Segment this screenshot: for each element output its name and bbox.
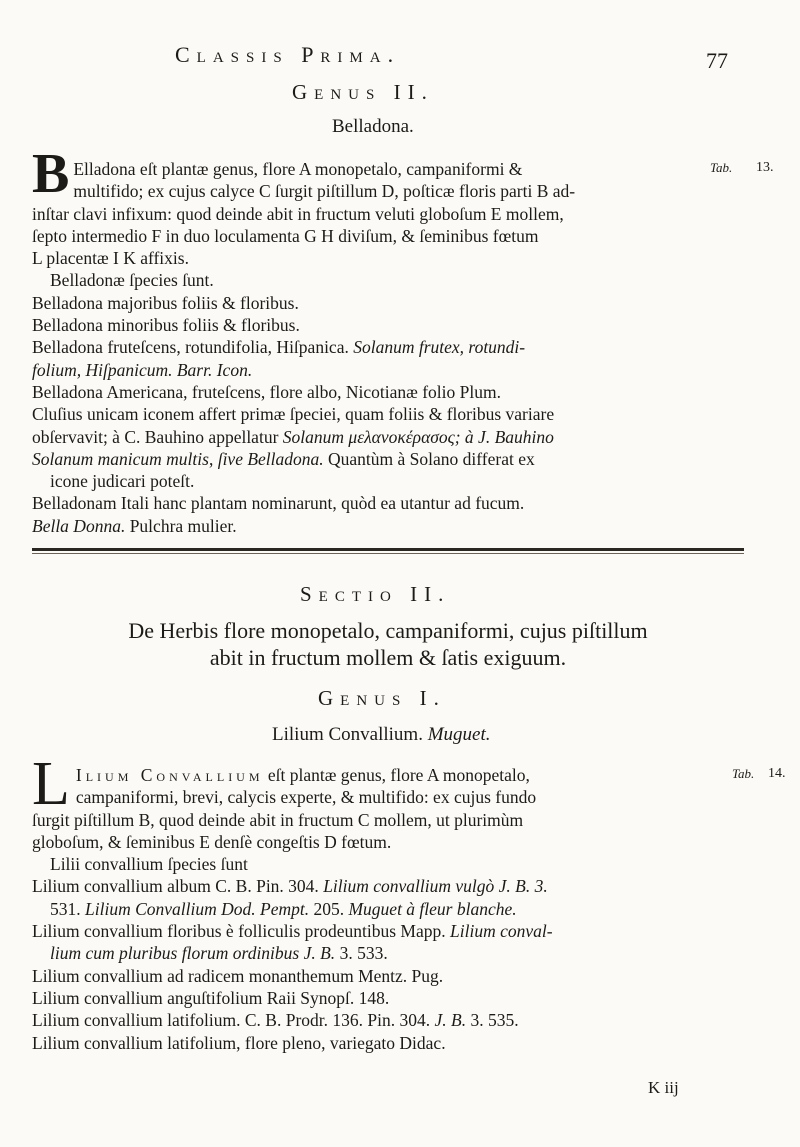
commentary-line: icone judicari poteſt. (50, 471, 195, 492)
margin-tab-label: Tab. (710, 160, 733, 175)
genus2-description (32, 143, 742, 537)
running-head: Classis Prima. (175, 42, 401, 67)
species-entry: Lilium convallium album C. B. Pin. 304. Lilium convallium vulgò J. B. 3. (32, 876, 548, 897)
text-line: ſurgit piſtillum B, quod deinde abit in fructum C mollem, ut plurimùm (32, 809, 524, 830)
text-line: campaniformi, brevi, calycis experte, & multifido: ex cujus fundo (75, 787, 537, 808)
species-entry: Belladona Americana, fruteſcens, flore albo, Nicotianæ folio Plum. (32, 381, 501, 402)
species-entry: Lilium convallium floribus è folliculis prodeuntibus Mapp. Lilium conval- (32, 921, 553, 942)
genus2-name: Belladona. (332, 116, 414, 137)
page-number: 77 (706, 48, 728, 73)
genus1-description (32, 750, 732, 1054)
text-line: multifido; ex cujus calyce C ſurgit piſtillum D, poſticæ floris parti B ad- (73, 181, 576, 202)
margin-tab-label: Tab. (732, 766, 755, 781)
section-heading: Sectio II. (300, 582, 451, 606)
species-entry: Belladona fruteſcens, rotundifolia, Hiſpanica. Solanum frutex, rotundi- (32, 337, 526, 358)
species-entry-cont: lium cum pluribus florum ordinibus J. B. 3. 533. (50, 943, 388, 964)
text-line: ſepto intermedio F in duo loculamenta G H diviſum, & ſeminibus fœtum (32, 225, 539, 246)
section-title-line2: abit in fructum mollem & ſatis exiguum. (209, 645, 567, 670)
genus1-heading: Genus I. (318, 686, 446, 710)
species-intro: Lilii convallium ſpecies ſunt (50, 854, 248, 875)
species-entry: Lilium convallium anguſtifolium Raii Synopſ. 148. (32, 987, 390, 1008)
text-line: L placentæ I K affixis. (32, 248, 189, 269)
commentary-line: Cluſius unicam iconem affert primæ ſpeciei, quam foliis & floribus variare (32, 404, 555, 425)
genus2-heading: Genus II. (292, 80, 434, 104)
signature-mark: K iij (648, 1078, 679, 1097)
section-title-line1: De Herbis flore monopetalo, campaniformi, cujus piſtillum (128, 618, 648, 643)
species-entry: Belladona majoribus foliis & floribus. (32, 292, 299, 313)
species-entry: Lilium convallium latifolium, flore pleno, variegato Didac. (32, 1032, 446, 1053)
genus1-name: Lilium Convallium. Muguet. (272, 724, 491, 745)
species-intro: Belladonæ ſpecies ſunt. (50, 270, 214, 291)
margin-tab-number: 14. (768, 766, 786, 781)
section-divider-thin (32, 553, 744, 554)
species-entry-cont: folium, Hiſpanicum. Barr. Icon. (32, 359, 253, 380)
section-divider (32, 548, 744, 551)
commentary-line: obſervavit; à C. Bauhino appellatur Solanum μελανοκέρασος; à J. Bauhino (32, 426, 554, 447)
text-line: Elladona eſt plantæ genus, flore A monopetalo, campaniformi & (73, 159, 523, 179)
drop-cap: L (32, 750, 70, 818)
commentary-line: Bella Donna. Pulchra mulier. (32, 515, 237, 536)
text-line: inſtar clavi infixum: quod deinde abit in fructum veluti globoſum E mollem, (32, 203, 564, 224)
species-entry: Lilium convallium ad radicem monanthemum Mentz. Pug. (32, 965, 444, 986)
text-line: Ilium Convallium eſt plantæ genus, flore A monopetalo, (75, 765, 530, 785)
margin-tab-number: 13. (756, 160, 774, 175)
species-entry-cont: 531. Lilium Convallium Dod. Pempt. 205. Muguet à fleur blanche. (50, 898, 517, 919)
text-line: globoſum, & ſeminibus E denſè congeſtis D fœtum. (32, 831, 392, 852)
commentary-line: Belladonam Itali hanc plantam nominarunt, quòd ea utantur ad fucum. (32, 493, 525, 514)
drop-cap: B (32, 143, 70, 205)
species-entry: Lilium convallium latifolium. C. B. Prodr. 136. Pin. 304. J. B. 3. 535. (32, 1010, 519, 1031)
commentary-line: Solanum manicum multis, ſive Belladona. Quantùm à Solano differat ex (32, 448, 535, 469)
species-entry: Belladona minoribus foliis & floribus. (32, 315, 300, 336)
